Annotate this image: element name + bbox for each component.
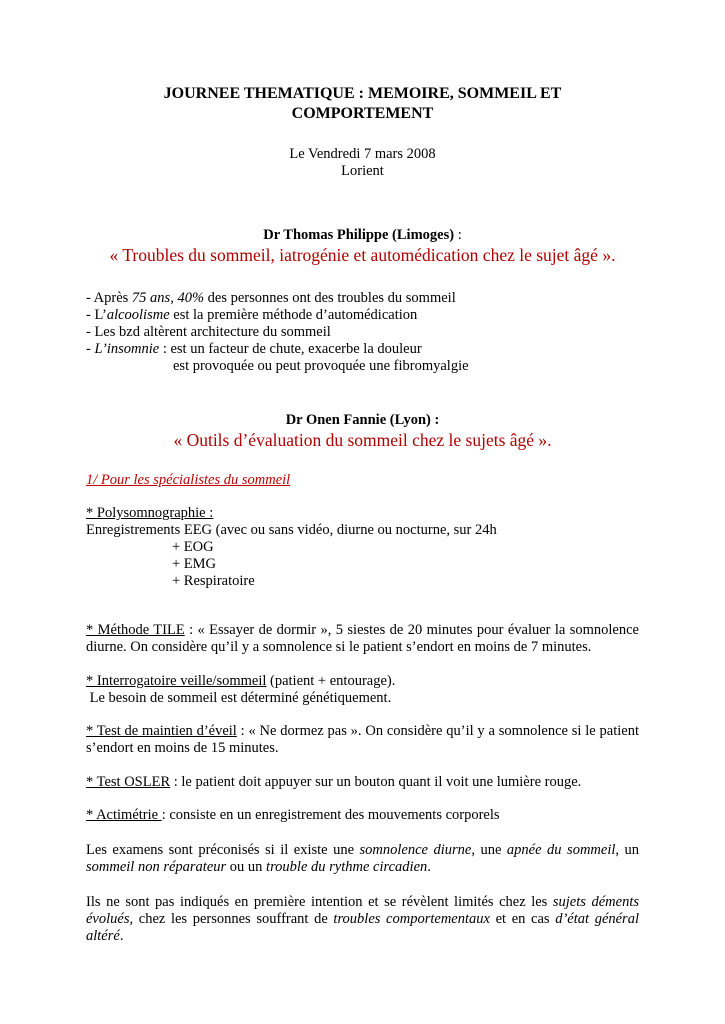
speaker-1: [86, 227, 639, 244]
tile-heading: * Méthode TILE: [86, 622, 185, 638]
polysomnography-emg: + EMG: [172, 556, 217, 572]
paragraph-emphasis: apnée du sommeil: [506, 842, 616, 858]
actimetry-text: : consiste en un enregistrement des mouvements corporels: [161, 807, 500, 823]
paragraph-text: ou un: [226, 859, 267, 875]
event-place: Lorient: [341, 163, 384, 179]
paragraph-emphasis: trouble du rythme circadien: [266, 859, 428, 875]
interrogation-paragraph: [86, 673, 639, 707]
maintenance-test-text: : « Ne dormez pas ». On considère qu’il y a somnolence si le patient s’endort en moins de 15 minutes.: [86, 723, 639, 756]
exams-paragraph: [86, 842, 639, 876]
list-emphasis: 75 ans, 40%: [131, 290, 205, 306]
maintenance-test-paragraph: [86, 723, 639, 757]
osler-test-text: : le patient doit appuyer sur un bouton quant il voit une lumière rouge.: [170, 774, 582, 790]
polysomnography-resp: + Respiratoire: [172, 573, 255, 589]
list-item: [86, 290, 639, 307]
paragraph-text: , chez les personnes souffrant de: [129, 911, 334, 927]
paragraph-text: et en cas: [489, 911, 556, 927]
paragraph-emphasis: sujets déments évolués: [86, 894, 640, 927]
polysomnography-heading: * Polysomnographie :: [86, 505, 214, 521]
maintenance-test-heading: * Test de maintien d’éveil: [86, 723, 237, 739]
actimetry-paragraph: [86, 807, 639, 824]
event-date: Le Vendredi 7 mars 2008: [289, 146, 436, 162]
polysomnography-block: [86, 505, 639, 590]
list-text: est la première méthode d’automédication: [169, 307, 418, 323]
not-indicated-paragraph: [86, 894, 639, 945]
interrogation-line-2: Le besoin de sommeil est déterminé génétiquement.: [86, 690, 392, 706]
polysomnography-eog: + EOG: [172, 539, 214, 555]
talk-1-title: « Troubles du sommeil, iatrogénie et automédication chez le sujet âgé ».: [109, 245, 616, 265]
actimetry-heading: * Actimétrie: [86, 807, 162, 823]
document-title: [86, 84, 639, 124]
list-item: [86, 307, 639, 324]
event-date-block: [86, 146, 639, 180]
title-line-2: COMPORTEMENT: [291, 105, 434, 122]
list-emphasis: alcoolisme: [106, 307, 170, 323]
speaker-1-suffix: :: [454, 227, 462, 243]
list-text: : est un facteur de chute, exacerbe la douleur: [159, 341, 422, 357]
list-text: -: [86, 341, 95, 357]
list-text: - L’: [86, 307, 107, 323]
tile-method-paragraph: [86, 622, 639, 656]
speaker-1-name: Dr Thomas Philippe (Limoges): [263, 227, 455, 243]
paragraph-text: , une: [471, 842, 507, 858]
paragraph-emphasis: troubles comportementaux: [333, 911, 490, 927]
list-text: - Après: [86, 290, 132, 306]
list-item: [86, 341, 639, 358]
list-item-continuation: est provoquée ou peut provoquée une fibromyalgie: [173, 358, 469, 374]
paragraph-text: .: [427, 859, 431, 875]
list-emphasis: L’insomnie: [94, 341, 160, 357]
interrogation-heading: * Interrogatoire veille/sommeil: [86, 673, 267, 689]
polysomnography-line: Enregistrements EEG (avec ou sans vidéo, diurne ou nocturne, sur 24h: [86, 522, 497, 538]
list-text: des personnes ont des troubles du sommeil: [204, 290, 456, 306]
talk-1-list: [86, 290, 639, 375]
osler-test-paragraph: [86, 774, 639, 791]
paragraph-text: .: [119, 928, 124, 944]
interrogation-text: (patient + entourage).: [266, 673, 396, 689]
paragraph-emphasis: sommeil non réparateur: [86, 859, 227, 875]
title-line-1: JOURNEE THEMATIQUE : MEMOIRE, SOMMEIL ET: [163, 85, 562, 102]
osler-test-heading: * Test OSLER: [86, 774, 171, 790]
paragraph-text: Les examens sont préconisés si il existe une: [86, 842, 360, 858]
tile-text: : « Essayer de dormir », 5 siestes de 20 minutes pour évaluer la somnolence diurne. On considère qu’il y a somnolence si le patient s’endort en moins de 7 minutes.: [86, 622, 639, 655]
paragraph-emphasis: somnolence diurne: [359, 842, 472, 858]
paragraph-text: , un: [615, 842, 640, 858]
talk-2-title: « Outils d’évaluation du sommeil chez le sujets âgé ».: [173, 430, 552, 450]
speaker-2-name: Dr Onen Fannie (Lyon) :: [285, 412, 440, 428]
section-heading: 1/ Pour les spécialistes du sommeil: [86, 472, 291, 488]
paragraph-emphasis: d’état général altéré: [86, 911, 639, 944]
list-item: - Les bzd altèrent architecture du sommeil: [86, 324, 331, 340]
paragraph-text: Ils ne sont pas indiqués en première intention et se révèlent limités chez les: [86, 894, 553, 910]
